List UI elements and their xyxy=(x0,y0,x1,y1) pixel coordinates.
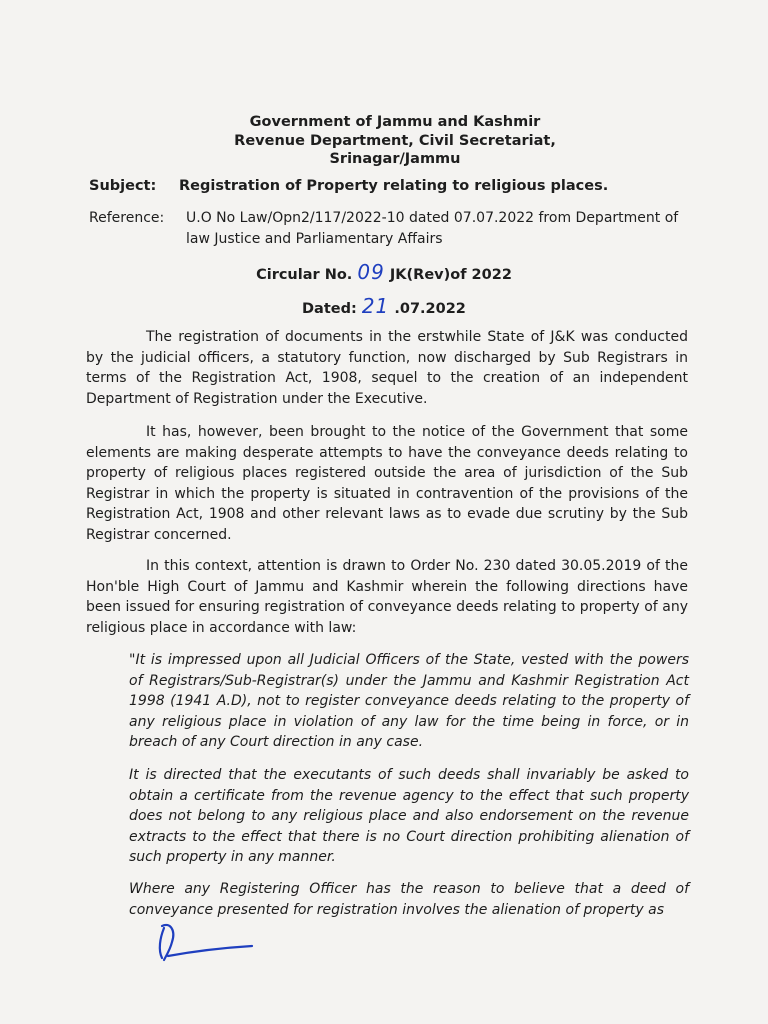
dated-handwritten-day: 21 xyxy=(361,294,390,318)
quoted-direction: It is directed that the executants of such deeds shall invariably be asked to obtain a certificate from the revenue agency to the effect that such property does not belong to any religious place and also endorsement on the revenue extracts to the effect that there is no Court direction prohibiting alienation of such property in any manner. xyxy=(129,767,689,865)
circular-suffix: JK(Rev)of 2022 xyxy=(389,267,512,283)
quoted-direction: Where any Registering Officer has the reason to believe that a deed of conveyance presented for registration involves the alienation of property as xyxy=(129,881,689,918)
header-line-1: Government of Jammu and Kashmir xyxy=(249,114,541,130)
body-paragraph: In this context, attention is drawn to Order No. 230 dated 30.05.2019 of the Hon'ble High Court of Jammu and Kashmir wherein the following directions have been issued for ensuring registration of conveyance deeds relating to property of any religious place in accordance with law: xyxy=(86,558,688,636)
quoted-direction: "It is impressed upon all Judicial Officers of the State, vested with the powers of Registrars/Sub-Registrar(s) under the Jammu and Kashmir Registration Act 1998 (1941 A.D), not to register conveyance deeds relating to the property of any religious place in violation of any law for the time being in force, or in breach of any Court direction in any case. xyxy=(129,652,689,750)
circular-date xyxy=(302,294,466,318)
circular-prefix: Circular No. xyxy=(256,267,353,283)
subject-label: Subject: xyxy=(89,178,157,194)
dated-rest: .07.2022 xyxy=(394,301,466,317)
initials-signature xyxy=(150,916,270,976)
subject-text: Registration of Property relating to religious places. xyxy=(179,178,609,194)
reference-text: U.O No Law/Opn2/117/2022-10 dated 07.07.2022 from Department of law Justice and Parliamentary Affairs xyxy=(186,210,679,247)
body-paragraph: The registration of documents in the erstwhile State of J&K was conducted by the judicial officers, a statutory function, now discharged by Sub Registrars in terms of the Registration Act, 1908, sequel to the creation of an independent Department of Registration under the Executive. xyxy=(86,329,688,407)
reference-label: Reference: xyxy=(89,210,165,226)
header-line-3: Srinagar/Jammu xyxy=(329,151,461,167)
circular-number xyxy=(0,260,768,284)
circular-handwritten-number: 09 xyxy=(357,260,385,284)
body-paragraph: It has, however, been brought to the notice of the Government that some elements are making desperate attempts to have the conveyance deeds relating to property of religious places registered outside the area of jurisdiction of the Sub Registrar in which the property is situated in contravention of the provisions of the Registration Act, 1908 and other relevant laws as to evade due scrutiny by the Sub Registrar concerned. xyxy=(86,424,688,543)
dated-label: Dated: xyxy=(302,301,357,317)
header-line-2: Revenue Department, Civil Secretariat, xyxy=(234,132,556,149)
subject-row xyxy=(89,178,608,194)
document-header xyxy=(0,113,768,169)
